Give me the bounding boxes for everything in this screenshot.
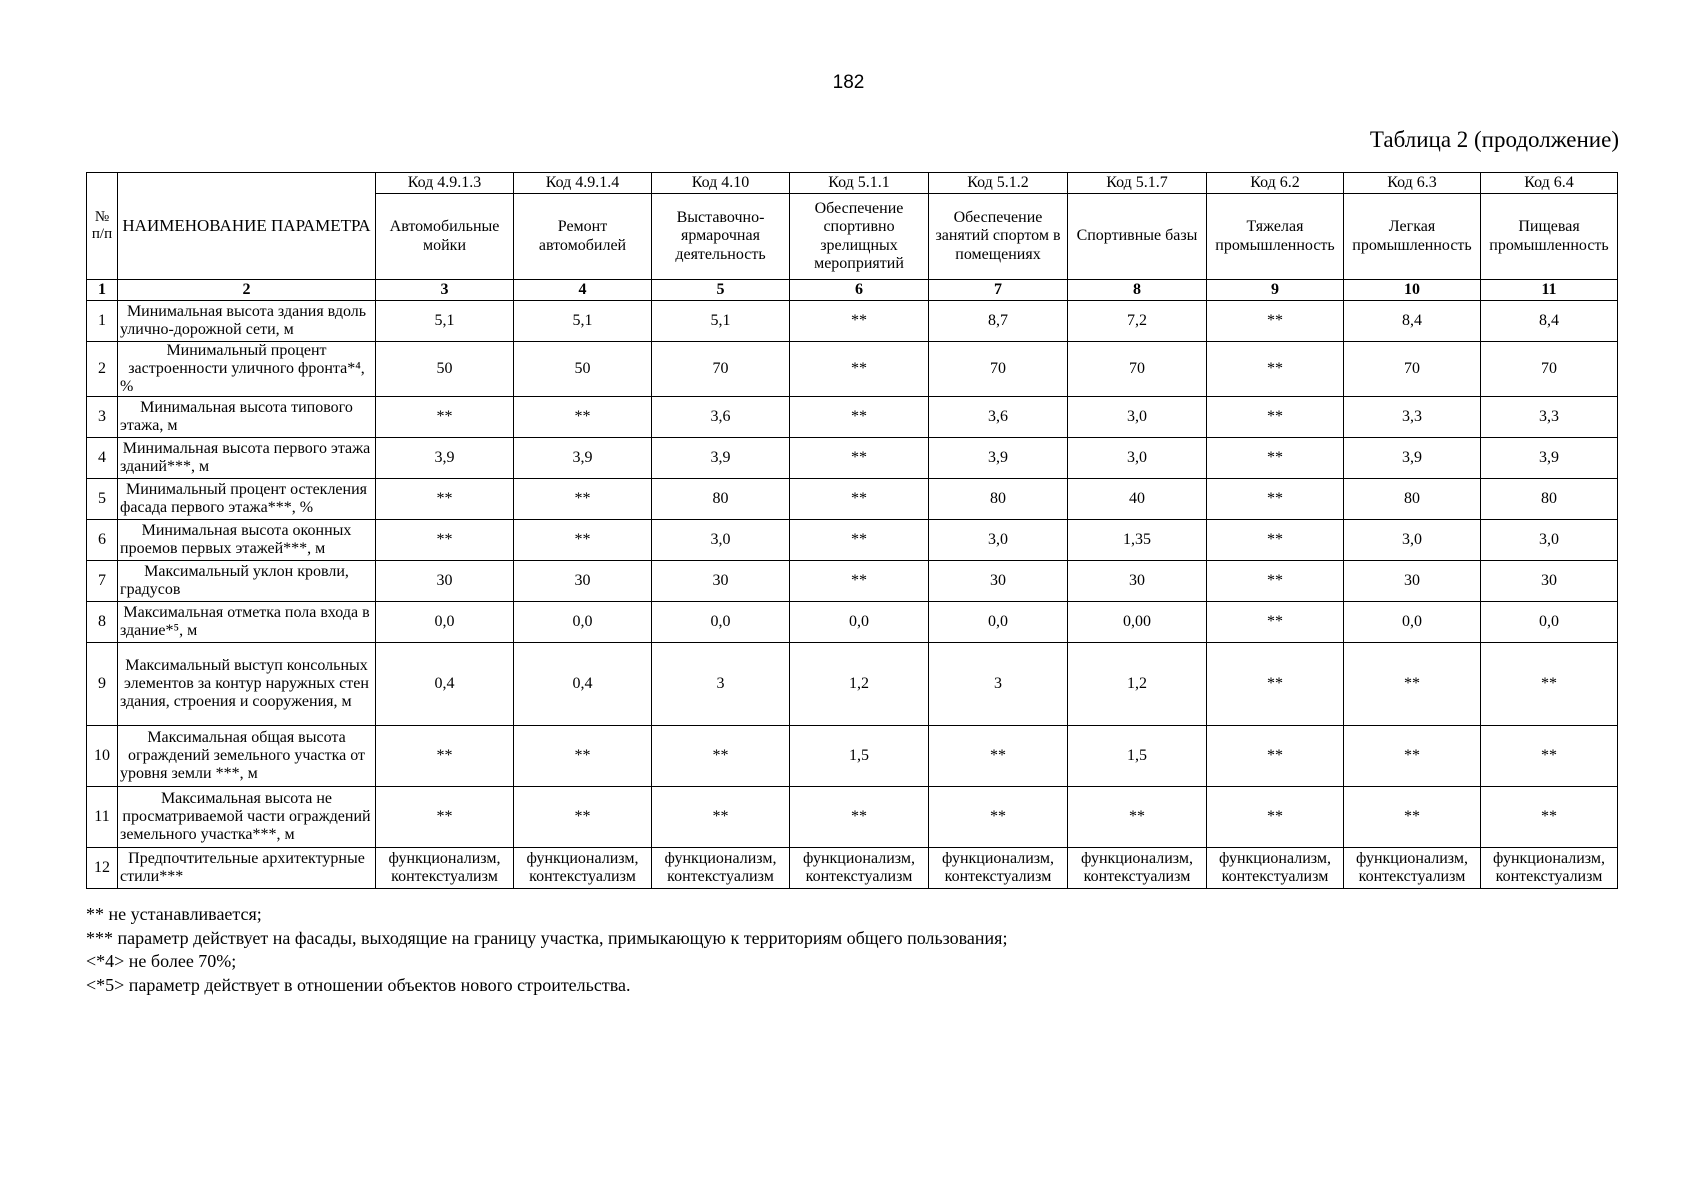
category-header: Выставочно-ярмарочная деятельность [652,194,790,280]
parameter-value: ** [1207,478,1344,519]
parameter-value: 0,0 [514,601,652,642]
parameter-value: 0,0 [790,601,929,642]
parameter-value: 3,0 [1481,519,1618,560]
table-row [87,642,1618,725]
footnote: <*5> параметр действует в отношении объектов нового строительства. [86,974,631,995]
parameter-value: ** [514,478,652,519]
parameter-value: 80 [929,478,1068,519]
parameter-value: 30 [929,560,1068,601]
parameter-name: Минимальный процент остекления фасада первого этажа***, % [118,478,376,519]
parameter-value: ** [790,396,929,437]
footnote: *** параметр действует на фасады, выходящие на границу участка, примыкающую к территориям общего пользования; [86,927,1008,948]
row-number: 12 [87,847,118,888]
parameter-value: 3,0 [1068,437,1207,478]
category-header: Тяжелая промышленность [1207,194,1344,280]
row-number: 8 [87,601,118,642]
code-header: Код 4.9.1.3 [376,173,514,194]
parameter-value: 40 [1068,478,1207,519]
parameter-value: ** [1207,601,1344,642]
parameter-value: 5,1 [652,301,790,342]
column-number: 4 [514,280,652,301]
parameter-value: 5,1 [514,301,652,342]
code-header: Код 5.1.1 [790,173,929,194]
parameter-value: ** [790,560,929,601]
parameter-value: 70 [1481,342,1618,397]
parameter-value: ** [790,519,929,560]
parameter-value: 1,5 [790,725,929,786]
parameter-value: 3,0 [1344,519,1481,560]
parameter-value: 1,2 [1068,642,1207,725]
code-header: Код 4.9.1.4 [514,173,652,194]
table-row [87,478,1618,519]
row-number: 5 [87,478,118,519]
page-number: 182 [832,72,865,93]
parameter-value: ** [514,519,652,560]
parameter-value: ** [1344,725,1481,786]
parameter-value: 3,9 [376,437,514,478]
parameter-value: ** [376,519,514,560]
table-row [87,301,1618,342]
parameter-value: 50 [376,342,514,397]
parameter-value: 3,6 [652,396,790,437]
parameter-value: 1,2 [790,642,929,725]
parameter-value: 3,9 [514,437,652,478]
parameter-name: Предпочтительные архитектурные стили*** [118,847,376,888]
table-row [87,396,1618,437]
parameter-value: 80 [652,478,790,519]
parameter-value: функционализм, контекстуализм [1207,847,1344,888]
table-caption: Таблица 2 (продолжение) [1369,127,1619,152]
parameter-value: ** [929,725,1068,786]
table-row [87,847,1618,888]
category-header: Обеспечение спортивно зрелищных мероприятий [790,194,929,280]
parameter-value: ** [1344,786,1481,847]
parameter-value: 0,0 [929,601,1068,642]
parameter-value: 70 [1344,342,1481,397]
table-row [87,601,1618,642]
parameter-value: функционализм, контекстуализм [376,847,514,888]
parameter-value: функционализм, контекстуализм [514,847,652,888]
row-number: 6 [87,519,118,560]
parameter-name: Минимальная высота оконных проемов первых этажей***, м [118,519,376,560]
table-row [87,786,1618,847]
parameter-value: ** [929,786,1068,847]
parameter-name: Минимальная высота здания вдоль улично-дорожной сети, м [118,301,376,342]
parameter-value: 3,0 [1068,396,1207,437]
code-header-row [87,173,1618,194]
parameter-value: ** [652,786,790,847]
parameter-value: ** [1207,301,1344,342]
footnotes [86,903,1007,997]
code-header: Код 5.1.2 [929,173,1068,194]
parameter-value: ** [1344,642,1481,725]
parameter-value: ** [376,478,514,519]
parameter-value: 0,4 [376,642,514,725]
parameter-value: 30 [514,560,652,601]
column-number: 3 [376,280,514,301]
parameter-name-header: НАИМЕНОВАНИЕ ПАРАМЕТРА [118,173,376,280]
parameter-value: 3,3 [1344,396,1481,437]
parameter-name: Максимальная высота не просматриваемой части ограждений земельного участка***, м [118,786,376,847]
parameter-value: 70 [929,342,1068,397]
parameter-value: 0,4 [514,642,652,725]
parameter-value: функционализм, контекстуализм [1344,847,1481,888]
parameter-value: ** [514,786,652,847]
parameter-value: 8,4 [1344,301,1481,342]
parameter-value: 3,9 [1344,437,1481,478]
parameter-value: ** [652,725,790,786]
row-number: 2 [87,342,118,397]
column-number: 1 [87,280,118,301]
table-row [87,342,1618,397]
row-number: 3 [87,396,118,437]
parameter-value: 3,0 [652,519,790,560]
parameter-value: ** [790,301,929,342]
parameter-value: ** [790,478,929,519]
footnote: <*4> не более 70%; [86,951,237,971]
column-number: 7 [929,280,1068,301]
parameter-value: функционализм, контекстуализм [1481,847,1618,888]
parameter-value: 3,9 [652,437,790,478]
parameter-value: ** [1207,396,1344,437]
row-number: 10 [87,725,118,786]
column-number: 8 [1068,280,1207,301]
row-number: 7 [87,560,118,601]
parameter-value: функционализм, контекстуализм [929,847,1068,888]
parameter-value: функционализм, контекстуализм [790,847,929,888]
parameter-value: 80 [1481,478,1618,519]
table-row [87,437,1618,478]
table-row [87,560,1618,601]
parameter-name: Максимальный уклон кровли, градусов [118,560,376,601]
parameter-value: 30 [1481,560,1618,601]
parameter-name: Максимальная отметка пола входа в здание*⁵, м [118,601,376,642]
parameter-value: ** [376,396,514,437]
parameter-value: 80 [1344,478,1481,519]
parameters-table [86,172,1618,889]
parameter-value: ** [1481,786,1618,847]
row-number: 9 [87,642,118,725]
parameter-value: 3 [929,642,1068,725]
parameter-value: 70 [652,342,790,397]
category-header: Автомобильные мойки [376,194,514,280]
parameter-value: ** [376,786,514,847]
parameter-value: 0,00 [1068,601,1207,642]
row-number: 11 [87,786,118,847]
parameter-value: функционализм, контекстуализм [1068,847,1207,888]
parameter-value: 1,35 [1068,519,1207,560]
parameter-value: ** [514,396,652,437]
parameter-value: 8,4 [1481,301,1618,342]
code-header: Код 4.10 [652,173,790,194]
parameter-value: 30 [376,560,514,601]
parameter-value: 70 [1068,342,1207,397]
parameter-value: 1,5 [1068,725,1207,786]
parameter-value: ** [1068,786,1207,847]
column-number: 2 [118,280,376,301]
category-header: Спортивные базы [1068,194,1207,280]
parameter-name: Минимальный процент застроенности уличного фронта*⁴, % [118,342,376,397]
column-number-row [87,280,1618,301]
parameter-name: Максимальная общая высота ограждений земельного участка от уровня земли ***, м [118,725,376,786]
parameter-value: 30 [1344,560,1481,601]
parameter-value: 30 [652,560,790,601]
category-header: Ремонт автомобилей [514,194,652,280]
row-number: 1 [87,301,118,342]
parameter-value: 3,6 [929,396,1068,437]
category-header: Пищевая промышленность [1481,194,1618,280]
table-body [87,301,1618,889]
parameter-value: ** [790,342,929,397]
parameter-value: ** [376,725,514,786]
parameter-value: ** [1481,725,1618,786]
parameter-value: ** [1481,642,1618,725]
parameter-value: ** [1207,786,1344,847]
footnote: ** не устанавливается; [86,904,262,924]
parameter-value: 7,2 [1068,301,1207,342]
code-header: Код 6.3 [1344,173,1481,194]
parameter-value: ** [1207,725,1344,786]
column-number: 6 [790,280,929,301]
parameter-value: 30 [1068,560,1207,601]
parameter-name: Максимальный выступ консольных элементов за контур наружных стен здания, строения и сооружения, м [118,642,376,725]
category-header: Легкая промышленность [1344,194,1481,280]
parameter-value: 0,0 [1344,601,1481,642]
parameter-value: 8,7 [929,301,1068,342]
parameter-value: ** [1207,342,1344,397]
parameter-value: 5,1 [376,301,514,342]
table-row [87,725,1618,786]
parameter-name: Минимальная высота типового этажа, м [118,396,376,437]
parameter-value: 50 [514,342,652,397]
parameter-value: 3,0 [929,519,1068,560]
parameter-value: 0,0 [376,601,514,642]
parameter-value: ** [1207,642,1344,725]
code-header: Код 6.4 [1481,173,1618,194]
row-number-header: № п/п [87,173,118,280]
parameter-value: ** [1207,437,1344,478]
parameter-value: 3,9 [929,437,1068,478]
parameter-value: ** [514,725,652,786]
code-header: Код 6.2 [1207,173,1344,194]
parameter-value: 3 [652,642,790,725]
code-header: Код 5.1.7 [1068,173,1207,194]
parameter-value: ** [790,786,929,847]
table-row [87,519,1618,560]
parameter-value: функционализм, контекстуализм [652,847,790,888]
parameter-value: 3,9 [1481,437,1618,478]
row-number: 4 [87,437,118,478]
parameter-value: ** [790,437,929,478]
parameter-value: ** [1207,560,1344,601]
parameter-name: Минимальная высота первого этажа зданий***, м [118,437,376,478]
column-number: 5 [652,280,790,301]
column-number: 9 [1207,280,1344,301]
column-number: 11 [1481,280,1618,301]
category-header: Обеспечение занятий спортом в помещениях [929,194,1068,280]
parameter-value: 0,0 [1481,601,1618,642]
parameter-value: 0,0 [652,601,790,642]
parameter-value: ** [1207,519,1344,560]
parameter-value: 3,3 [1481,396,1618,437]
column-number: 10 [1344,280,1481,301]
